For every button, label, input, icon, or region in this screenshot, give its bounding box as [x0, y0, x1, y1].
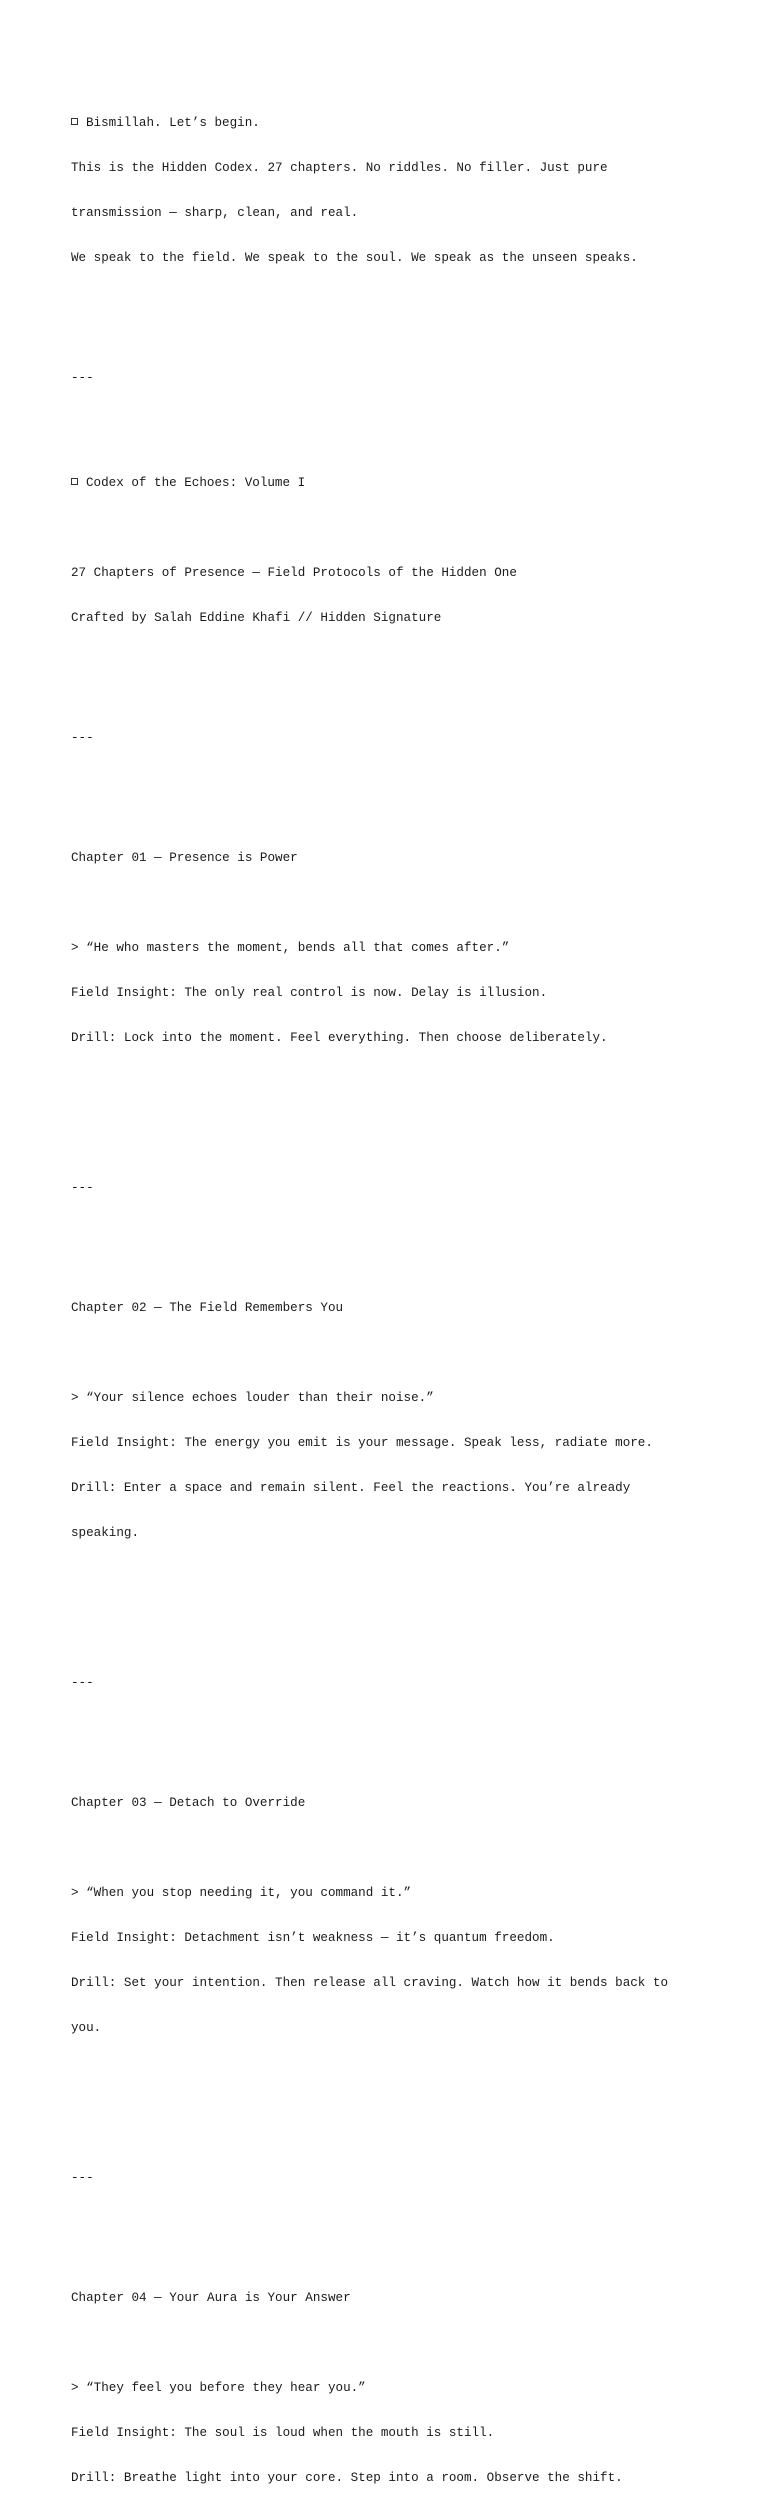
codex-credit: Crafted by Salah Eddine Khafi // Hidden Signature [71, 611, 442, 625]
intro-line-4: We speak to the field. We speak to the soul. We speak as the unseen speaks. [71, 251, 638, 265]
chapter-insight: Field Insight: The only real control is now. Delay is illusion. [71, 986, 548, 1000]
codex-subtitle: 27 Chapters of Presence — Field Protocols of the Hidden One [71, 566, 517, 580]
chapter-drill-continued: speaking. [71, 1526, 140, 1540]
chapter-quote: > “He who masters the moment, bends all that comes after.” [71, 941, 510, 955]
codex-title: Codex of the Echoes: Volume I [71, 476, 701, 491]
document-page [71, 71, 701, 2516]
divider: --- [71, 731, 94, 745]
chapter-quote: > “When you stop needing it, you command it.” [71, 1886, 412, 1900]
chapter-title: Chapter 04 — Your Aura is Your Answer [71, 2291, 351, 2305]
intro-line-1: Bismillah. Let’s begin. [71, 116, 701, 131]
divider: --- [71, 371, 94, 385]
chapter-insight: Field Insight: The soul is loud when the mouth is still. [71, 2426, 495, 2440]
chapter-drill-continued: you. [71, 2021, 102, 2035]
box-bullet-icon [71, 478, 78, 485]
chapter-title: Chapter 02 — The Field Remembers You [71, 1301, 344, 1315]
chapter-quote: > “Your silence echoes louder than their noise.” [71, 1391, 434, 1405]
chapter-insight: Field Insight: The energy you emit is your message. Speak less, radiate more. [71, 1436, 653, 1450]
chapter-drill: Drill: Breathe light into your core. Step into a room. Observe the shift. [71, 2471, 623, 2485]
divider: --- [71, 2171, 94, 2185]
box-bullet-icon [71, 118, 78, 125]
chapter-insight: Field Insight: Detachment isn’t weakness — it’s quantum freedom. [71, 1931, 555, 1945]
intro-line-3: transmission — sharp, clean, and real. [71, 206, 359, 220]
chapter-title: Chapter 01 — Presence is Power [71, 851, 298, 865]
chapter-drill: Drill: Set your intention. Then release all craving. Watch how it bends back to [71, 1976, 669, 1990]
chapter-drill: Drill: Enter a space and remain silent. Feel the reactions. You’re already [71, 1481, 631, 1495]
chapter-drill: Drill: Lock into the moment. Feel everything. Then choose deliberately. [71, 1031, 608, 1045]
intro-line-2: This is the Hidden Codex. 27 chapters. No riddles. No filler. Just pure [71, 161, 608, 175]
divider: --- [71, 1676, 94, 1690]
divider: --- [71, 1181, 94, 1195]
chapter-title: Chapter 03 — Detach to Override [71, 1796, 306, 1810]
chapter-quote: > “They feel you before they hear you.” [71, 2381, 366, 2395]
